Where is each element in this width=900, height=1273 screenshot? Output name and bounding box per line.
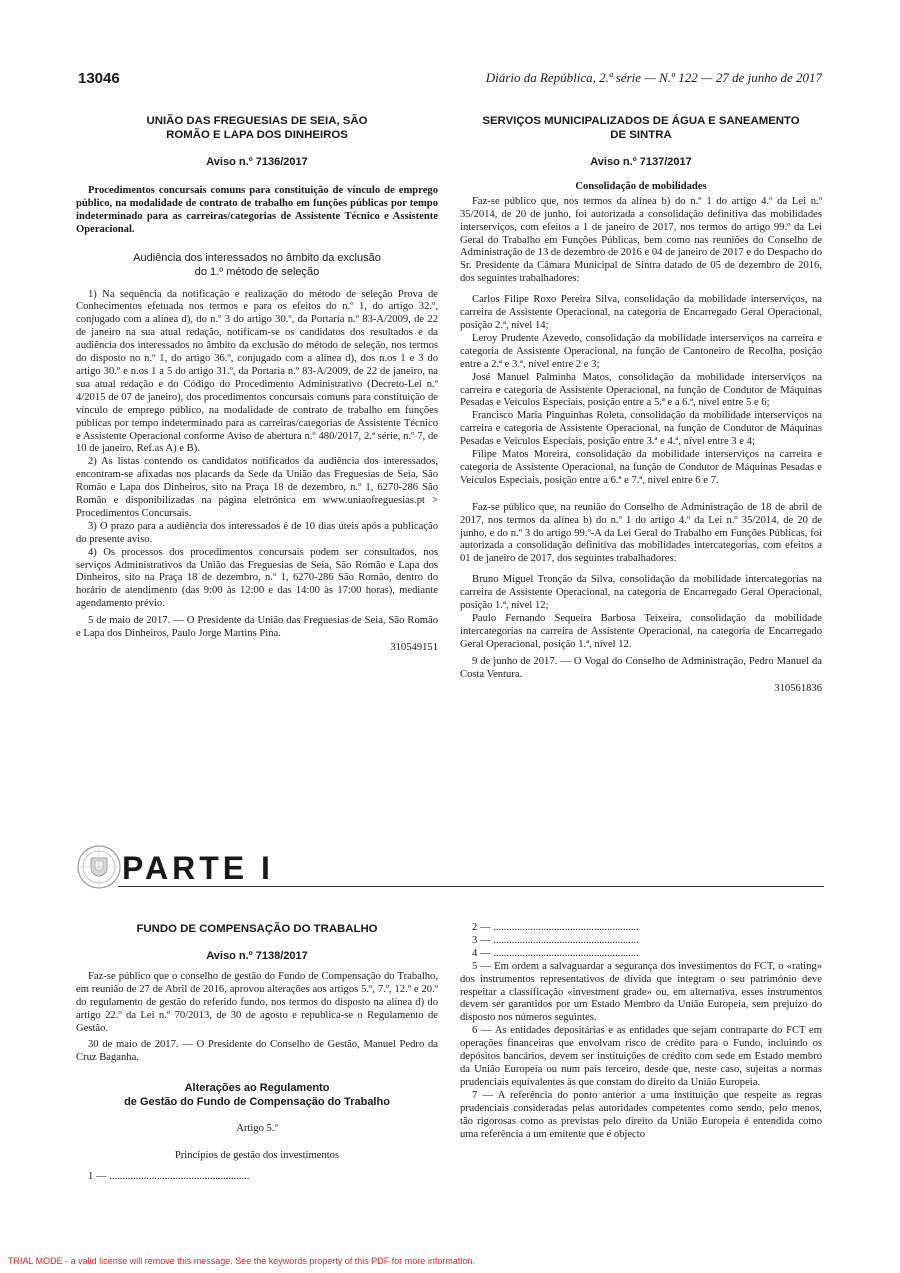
article-item: 2 — .......................................................	[472, 922, 639, 933]
intro-paragraph: Faz-se público que, na reunião do Conselho de Administração de 18 de abril de 2017, nos termos da alínea b) do n.º 1 do artigo 4.º da Lei n.º 35/2014, de 20 de junho, e do n.º 3 do artigo 99.º-A da Lei Geral do Trabalho em Funções Públicas, foi autorizada a consolidação definitiva das mobilidades intercategorias, com efeitos a 01 de janeiro de 2017, dos seguintes trabalhadores:	[460, 501, 822, 565]
paragraph: 1) Na sequência da notificação e realização do método de seleção Prova de Conhecimentos efetuada nos termos e para os efeitos do n.º 1, do artigo 32.º, conjugado com a alínea d), do n.º 3 do artigo 30.º, da Portaria n.º 83-A/2009, de 22 de janeiro na sua atual redação, notificam-se os candidatos dos resultados e da audiência dos interessados no âmbito da exclusão do método de seleção, nos termos do disposto no n.º 1, do artigo 36.º, conjugado com a alínea d), dos n.os 1 e 3 do artigo 30.º e n.os 1 a 5 do artigo 31.º, da Portaria n.º 83-A/2009, de 22 de janeiro, na sua atual redação e do Código do Procedimento Administrativo (Decreto-Lei n.º 4/2015 de 07 de janeiro), dos procedimentos concursais comuns para constituição de vínculo de emprego público, na modalidade de contrato de trabalho em funções públicas por tempo indeterminado para as carreiras/categorias de Assistente Técnico e Assistente Operacional conforme Aviso de abertura n.º 480/2017, 2.ª série, n.º 7, de 10 de janeiro, Ref.as A) e B).	[76, 288, 438, 455]
article-title: Princípios de gestão dos investimentos	[174, 1150, 340, 1162]
article-5-continuation	[460, 922, 822, 1141]
article-item: 3 — .......................................................	[472, 934, 639, 946]
worker-item: Leroy Prudente Azevedo, consolidação da mobilidade interserviços na carreira e categoria de Assistente Operacional, na função de Cantoneiro de Recolha, posição entre a 2.ª e 3.ª, nível entre 2 e 3;	[460, 332, 822, 370]
paragraph: 3) O prazo para a audiência dos interessados é de 10 dias úteis após a publicação do presente aviso.	[76, 520, 438, 545]
worker-list	[460, 294, 822, 488]
notice-subtitle	[76, 251, 438, 279]
entity-title: FUNDO DE COMPENSAÇÃO DO TRABALHO	[136, 923, 378, 935]
aviso-number: Aviso n.º 7136/2017	[206, 156, 308, 168]
paragraph: 2) As listas contendo os candidatos notificados da audiência dos interessados, encontram-se afixadas nos placards da Sede da União das Freguesias de Seia, São Romão e Lapa dos Dinheiros, sito na Praça 18 de dezembro, n.º 1, 6270-286 São Romão e disponibilizadas na página eletrónica em www.uniaofreguesias.pt > Procedimentos Concursais.	[76, 456, 438, 519]
article-item: 4 — .......................................................	[472, 947, 639, 959]
page-number: 13046	[78, 70, 120, 87]
notice-summary: Procedimentos concursais comuns para constituição de vínculo de emprego público, na modalidade de contrato de trabalho em funções públicas por tempo indeterminado para as carreiras/categorias de Assistente Técnico e Assistente Operacional.	[76, 184, 438, 235]
aviso-number: Aviso n.º 7138/2017	[206, 950, 308, 962]
worker-item: Carlos Filipe Roxo Pereira Silva, consolidação da mobilidade interserviços, na carreira de Assistente Operacional, na categoria de Encarregado Geral Operacional, posição 2.ª, nível 14;	[460, 294, 822, 331]
signature: 30 de maio de 2017. — O Presidente do Conselho de Gestão, Manuel Pedro da Cruz Baganha.	[76, 1039, 438, 1064]
article-item: 7 — A referência do ponto anterior a uma instituição que respeite as regras prudenciais consideradas pelas autoridades competentes como sendo, pelo menos, tão rigorosas como as previstas pelo direito da União Europeia é entendida como uma referência a um emitente que é objecto	[460, 1089, 822, 1140]
trial-watermark: TRIAL MODE - a valid license will remove this message. See the keywords property of this PDF for more information.	[8, 1256, 475, 1266]
paragraph: 4) Os processos dos procedimentos concursais podem ser consultados, nos serviços Administrativos da União das Freguesias de Seia, São Romão e Lapa dos Dinheiros, sito na Praça 18 de dezembro, n.º 1, 6270-286 São Romão, dentro do horário de atendimento (das 9:00 às 12:00 e das 14:00 às 17:00 horas), mediante agendamento prévio.	[76, 546, 438, 610]
entity-title: SERVIÇOS MUNICIPALIZADOS DE ÁGUA E SANEAMENTO DE SINTRA	[482, 115, 800, 141]
intro-paragraph: Faz-se público que o conselho de gestão do Fundo de Compensação do Trabalho, em reunião de 27 de Abril de 2016, aprovou alterações aos artigos 5.º, 7.º, 12.º e 20.º do regulamento de gestão do referido fundo, nos termos do disposto na alínea d) do artigo 22.º da Lei n.º 70/2013, de 30 de agosto e republica-se o Regulamento de Gestão.	[76, 970, 438, 1034]
subtitle-line-1: Audiência dos interessados no âmbito da exclusão	[133, 251, 381, 264]
article-item: 6 — As entidades depositárias e as entidades que sejam contraparte do FCT em operações financeiras que envolvam risco de crédito para o Fundo, incluindo os depósitos bancários, devem ser instituições de crédito com sede em Estado membro da União Europeia ou num país terceiro, desde que, neste caso, sujeitas a normas prudenciais equivalentes às que constam do direito da União Europeia.	[460, 1025, 822, 1088]
article-item: 5 — Em ordem a salvaguardar a segurança dos investimentos do FCT, o «rating» dos instrumentos representativos de dívida que integram o seu património deve respeitar a classificação «investment grade» ou, em alternativa, esses instrumentos devem ser garantidos por um Estado Membro da União Europeia, sem prejuízo do disposto nos números seguintes.	[460, 960, 822, 1024]
regulation-title-line-1: Alterações ao Regulamento	[184, 1082, 330, 1095]
worker-item: Paulo Fernando Sequeira Barbosa Teixeira, consolidação da mobilidade intercategorias na carreira de Assistente Operacional, na categoria de Encarregado Geral Operacional, posição 1.ª, nível 12.	[460, 613, 822, 650]
regulation-title	[76, 1081, 438, 1109]
worker-item: Bruno Miguel Tronção da Silva, consolidação da mobilidade intercategorias na carreira de Assistente Operacional, na categoria de Encarregado Geral Operacional, posição 1.ª, nível 12;	[460, 574, 822, 612]
signature: 9 de junho de 2017. — O Vogal do Conselho de Administração, Pedro Manuel da Costa Ventura.	[460, 655, 822, 680]
coat-of-arms-icon	[76, 844, 122, 890]
notice-code: 310549151	[390, 642, 438, 653]
notice-7136	[76, 114, 438, 655]
worker-item: Filipe Matos Moreira, consolidação da mobilidade interserviços na carreira e categoria de Assistente Operacional, na função de Condutor de Máquinas Pesadas e Veículos Especiais, posição entre a 6.ª e 7.ª, nível entre 6 e 7.	[460, 449, 822, 486]
running-header: Diário da República, 2.ª série — N.º 122 — 27 de junho de 2017	[485, 70, 822, 85]
part-title: PARTE I	[122, 850, 274, 886]
subtitle-line-2: do 1.º método de seleção	[194, 265, 320, 278]
article-number: Artigo 5.º	[236, 1123, 278, 1135]
worker-item: Francisco Maria Pinguinhas Roleta, consolidação da mobilidade interserviços na carreira e categoria de Assistente Operacional, na função de Condutor de Máquinas Pesadas e Veículos Especiais, posição entre 3.ª e 4.ª, nível entre 3 e 4;	[460, 410, 822, 448]
intro-paragraph: Faz-se público que, nos termos da alínea b) do n.º 1 do artigo 4.º da Lei n.º 35/2014, de 20 de junho, foi autorizada a consolidação definitiva das mobilidades interserviços, com efeitos a 1 de janeiro de 2017, nos termos do artigo 99.º da Lei Geral do Trabalho em Funções Públicas, bem como nas reuniões do Conselho de Administração de 13 de dezembro de 2016 e 04 de janeiro de 2017 e do Despacho do Sr. Presidente da Câmara Municipal de Sintra datado de 05 de dezembro de 2016, dos seguintes trabalhadores:	[460, 195, 822, 285]
aviso-number: Aviso n.º 7137/2017	[590, 156, 692, 168]
worker-item: José Manuel Palminha Matos, consolidação da mobilidade interserviços na carreira e categoria de Assistente Operacional, na função de Condutor de Máquinas Pesadas e Veículos Especiais, posição entre a 5.ª e a 6.ª, nível entre 5 e 6;	[460, 371, 822, 409]
section-title: Consolidação de mobilidades	[575, 180, 707, 192]
notice-code: 310561836	[774, 682, 822, 694]
entity-title: UNIÃO DAS FREGUESIAS DE SEIA, SÃO ROMÃO E LAPA DOS DINHEIROS	[146, 115, 368, 141]
notice-7137	[460, 114, 822, 695]
part-divider	[118, 886, 824, 887]
regulation-title-line-2: de Gestão do Fundo de Compensação do Trabalho	[124, 1096, 390, 1109]
signature: 5 de maio de 2017. — O Presidente da União das Freguesias de Seia, São Romão e Lapa dos Dinheiros, Paulo Jorge Martins Pina.	[76, 615, 438, 640]
article-item: 1 — .....................................................	[88, 1171, 250, 1183]
notice-7138	[76, 922, 438, 1184]
worker-list	[460, 574, 822, 651]
